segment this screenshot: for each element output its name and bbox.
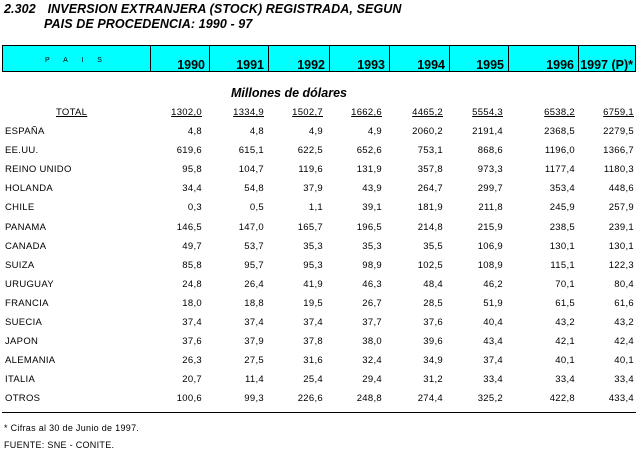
table-cell: 85,8 (182, 259, 202, 271)
bottom-rule (2, 412, 636, 413)
table-cell: 46,2 (483, 278, 503, 290)
table-cell: 299,7 (477, 183, 503, 195)
table-cell: 40,1 (614, 355, 634, 367)
title-line-1 (4, 2, 402, 16)
title-text: INVERSION EXTRANJERA (STOCK) REGISTRADA, SEGUN (47, 2, 402, 16)
table-cell: 26,7 (362, 297, 382, 309)
table-cell: 35,5 (423, 240, 443, 252)
header-year-cell (150, 46, 209, 71)
table-number: 2.302 (4, 2, 36, 16)
table-row (0, 279, 638, 298)
table-cell: 37,7 (362, 317, 382, 328)
table-cell: 95,7 (244, 259, 264, 271)
table-cell: 433,4 (608, 393, 634, 405)
table-cell: 2060,2 (412, 126, 443, 137)
table-cell: 1,1 (308, 202, 323, 214)
table-cell: 131,9 (356, 164, 382, 176)
table-cell: 43,4 (483, 336, 503, 348)
table-cell: 181,9 (417, 202, 443, 214)
table-cell: 146,5 (176, 221, 202, 233)
table-row (0, 222, 638, 241)
table-cell: 2368,5 (544, 126, 575, 137)
country-label: SUIZA (5, 259, 35, 271)
table-cell: 43,9 (362, 183, 382, 195)
country-label: SUECIA (5, 317, 43, 328)
table-cell: 34,9 (423, 355, 443, 367)
table-row (0, 336, 638, 355)
table-cell: 108,9 (477, 259, 503, 271)
header-year-cell (389, 46, 449, 71)
table-cell: 973,3 (477, 164, 503, 176)
country-label: ALEMANIA (5, 355, 56, 367)
table-cell: 102,5 (417, 259, 443, 271)
table-cell: 753,1 (417, 145, 443, 157)
table-cell: 37,4 (483, 355, 503, 367)
table-cell: 245,9 (549, 202, 575, 214)
country-label: REINO UNIDO (5, 164, 72, 176)
header-year: 1991 (236, 58, 264, 72)
table-cell: 215,9 (477, 221, 503, 233)
table-cell: 42,4 (614, 336, 634, 348)
table-cell: 130,1 (549, 240, 575, 252)
table-cell: 11,4 (245, 374, 264, 386)
table-cell: 37,9 (303, 183, 323, 195)
table-row (0, 374, 638, 393)
table-cell: 274,4 (417, 393, 443, 405)
table-cell: 37,9 (244, 336, 264, 348)
table-cell: 98,9 (362, 259, 382, 271)
table-cell: 95,3 (303, 259, 323, 271)
table-cell: 1196,0 (544, 145, 575, 157)
table-cell: 39,1 (362, 202, 382, 214)
table-cell: 165,7 (297, 221, 323, 233)
table-row (0, 317, 638, 336)
total-value: 5554,3 (472, 107, 503, 118)
table-cell: 4,8 (249, 126, 264, 137)
table-cell: 41,9 (303, 278, 323, 290)
table-cell: 95,8 (182, 164, 202, 176)
table-cell: 357,8 (417, 164, 443, 176)
country-label: ITALIA (5, 374, 36, 386)
table-cell: 42,1 (555, 336, 575, 348)
table-cell: 40,4 (483, 317, 503, 328)
total-value: 1502,7 (292, 107, 323, 118)
table-cell: 353,4 (549, 183, 575, 195)
table-cell: 61,5 (555, 297, 575, 309)
table-cell: 31,2 (423, 374, 443, 386)
table-cell: 32,4 (362, 355, 382, 367)
total-row (0, 107, 638, 126)
table-cell: 130,1 (608, 240, 634, 252)
table-cell: 18,0 (182, 297, 202, 309)
table-row (0, 298, 638, 317)
unit-label: Millones de dólares (231, 86, 348, 100)
header-year-cell (329, 46, 389, 71)
table-cell: 211,8 (478, 202, 503, 214)
total-value: 6538,2 (544, 107, 575, 118)
table-cell: 100,6 (176, 393, 202, 405)
header-year-cell (268, 46, 329, 71)
table-cell: 39,6 (423, 336, 443, 348)
total-value: 4465,2 (412, 107, 443, 118)
source-note: FUENTE: SNE - CONITE. (4, 440, 115, 450)
country-label: CHILE (5, 202, 35, 214)
table-cell: 20,7 (182, 374, 202, 386)
title-line-2: PAIS DE PROCEDENCIA: 1990 - 97 (44, 17, 253, 31)
table-cell: 4,9 (308, 126, 323, 137)
table-cell: 238,5 (549, 221, 575, 233)
header-year-cell (209, 46, 268, 71)
header-year-cell (449, 46, 508, 71)
table-cell: 25,4 (303, 374, 323, 386)
total-value: 1662,6 (351, 107, 382, 118)
table-cell: 0,3 (187, 202, 202, 214)
table-cell: 37,4 (303, 317, 323, 328)
table-cell: 4,8 (187, 126, 202, 137)
table-cell: 51,9 (483, 297, 503, 309)
country-label: OTROS (5, 393, 41, 405)
table-cell: 257,9 (608, 202, 634, 214)
table-row (0, 202, 638, 221)
table-cell: 70,1 (555, 278, 575, 290)
table-cell: 868,6 (477, 145, 503, 157)
table-cell: 37,6 (182, 336, 202, 348)
country-label: HOLANDA (5, 183, 54, 195)
table-cell: 26,3 (182, 355, 202, 367)
table-cell: 622,5 (297, 145, 323, 157)
country-label: PANAMA (5, 221, 47, 233)
table-cell: 18,8 (244, 297, 264, 309)
header-year: 1995 (476, 58, 504, 72)
table-cell: 28,5 (423, 297, 443, 309)
table-row (0, 260, 638, 279)
country-label: JAPON (5, 336, 39, 348)
table-cell: 2279,5 (603, 126, 634, 137)
table-cell: 239,1 (608, 221, 634, 233)
table-cell: 2191,4 (472, 126, 503, 137)
table-cell: 26,4 (244, 278, 264, 290)
table-cell: 422,8 (549, 393, 575, 405)
header-year: 1994 (417, 58, 445, 72)
header-year: 1997 (P)* (580, 58, 633, 72)
table-cell: 33,4 (483, 374, 503, 386)
table-cell: 264,7 (417, 183, 443, 195)
table-cell: 214,8 (417, 221, 443, 233)
table-cell: 27,5 (244, 355, 264, 367)
table-row (0, 393, 638, 412)
table-cell: 35,3 (362, 240, 382, 252)
table-cell: 615,1 (238, 145, 264, 157)
table-cell: 43,2 (555, 317, 575, 328)
table-cell: 48,4 (423, 278, 443, 290)
country-label: ESPAÑA (5, 126, 45, 137)
header-year-cell (508, 46, 578, 71)
total-value: 6759,1 (603, 107, 634, 118)
total-value: 1302,0 (171, 107, 202, 118)
column-header-band (2, 45, 636, 72)
table-cell: 19,5 (303, 297, 323, 309)
table-cell: 1180,3 (603, 164, 634, 176)
table-cell: 37,6 (423, 317, 443, 328)
table-cell: 61,6 (614, 297, 634, 309)
table-cell: 33,4 (555, 374, 575, 386)
table-row (0, 126, 638, 145)
table-cell: 4,9 (367, 126, 382, 137)
table-cell: 119,6 (298, 164, 323, 176)
table-cell: 38,0 (362, 336, 382, 348)
table-cell: 33,4 (614, 374, 634, 386)
table-cell: 54,8 (244, 183, 264, 195)
table-cell: 196,5 (356, 221, 382, 233)
table-cell: 49,7 (182, 240, 202, 252)
header-year: 1992 (297, 58, 325, 72)
table-cell: 80,4 (614, 278, 634, 290)
table-cell: 24,8 (182, 278, 202, 290)
country-label: CANADA (5, 240, 47, 252)
table-cell: 46,3 (362, 278, 382, 290)
header-year: 1990 (177, 58, 205, 72)
table-cell: 1366,7 (603, 145, 634, 157)
table-cell: 29,4 (362, 374, 382, 386)
table-cell: 619,6 (176, 145, 202, 157)
country-label: FRANCIA (5, 297, 49, 309)
country-label: URUGUAY (5, 278, 54, 290)
table-cell: 248,8 (356, 393, 382, 405)
table-cell: 37,8 (303, 336, 323, 348)
table-row (0, 241, 638, 260)
table-cell: 35,3 (303, 240, 323, 252)
table-cell: 448,6 (608, 183, 634, 195)
table-cell: 31,6 (303, 355, 323, 367)
table-cell: 34,4 (182, 183, 202, 195)
table-cell: 43,2 (614, 317, 634, 328)
table-cell: 99,3 (244, 393, 264, 405)
header-year: 1996 (546, 58, 574, 72)
table-cell: 147,0 (238, 221, 264, 233)
table-row (0, 145, 638, 164)
header-year-cell (578, 46, 637, 71)
table-cell: 37,4 (182, 317, 202, 328)
table-row (0, 164, 638, 183)
table-cell: 652,6 (356, 145, 382, 157)
total-label: TOTAL (56, 107, 88, 118)
table-row (0, 355, 638, 374)
table-cell: 0,5 (249, 202, 264, 214)
table-cell: 226,6 (297, 393, 323, 405)
table-cell: 106,9 (477, 240, 503, 252)
table-row (0, 183, 638, 202)
table-cell: 122,3 (608, 259, 634, 271)
header-year: 1993 (357, 58, 385, 72)
table-cell: 53,7 (244, 240, 264, 252)
table-cell: 104,7 (238, 164, 264, 176)
country-label: EE.UU. (5, 145, 39, 157)
footnote: * Cifras al 30 de Junio de 1997. (4, 423, 140, 433)
table-cell: 115,1 (550, 259, 575, 271)
total-value: 1334,9 (233, 107, 264, 118)
table-cell: 37,4 (244, 317, 264, 328)
header-pais: P A I S (45, 57, 108, 64)
table-cell: 40,1 (555, 355, 575, 367)
table-cell: 325,2 (477, 393, 503, 405)
table-cell: 1177,4 (544, 164, 575, 176)
